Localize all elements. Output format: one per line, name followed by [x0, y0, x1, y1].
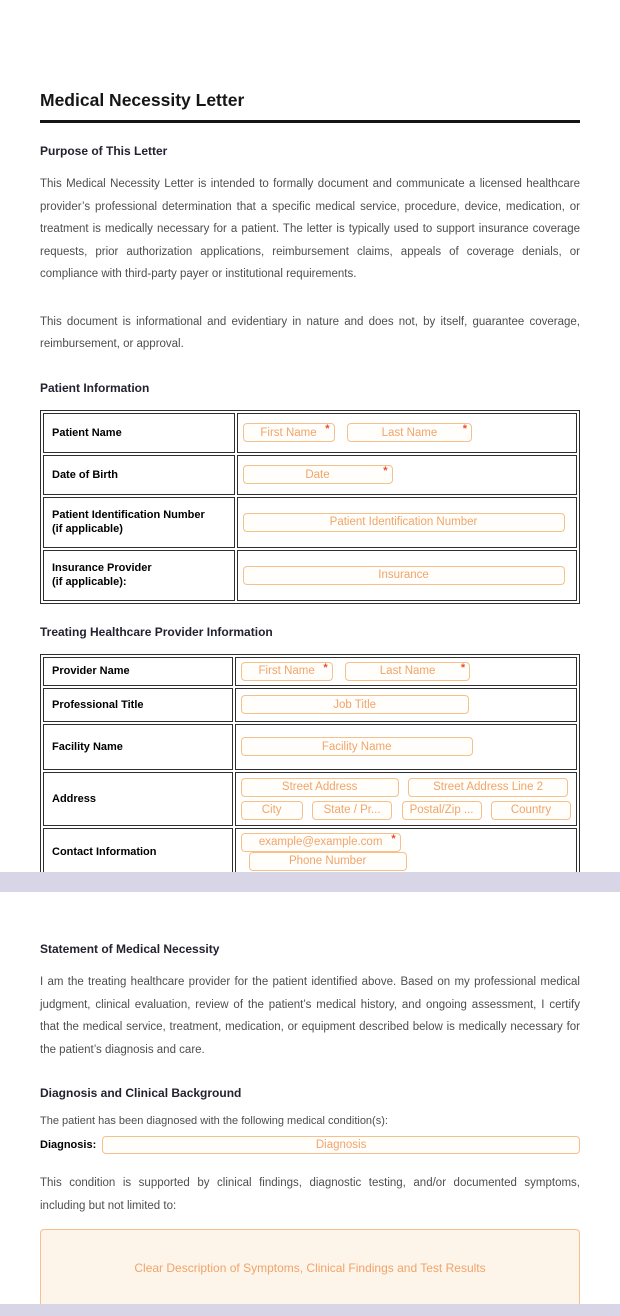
- field-input-cell: [237, 413, 577, 453]
- field-input-cell: [237, 455, 577, 495]
- document-page-2: [0, 892, 620, 1304]
- diagnosis-intro-text: The patient has been diagnosed with the following medical condition(s):: [40, 1115, 388, 1127]
- table-row: [43, 497, 577, 548]
- clinical-findings-paragraph: This condition is supported by clinical findings, diagnostic testing, and/or documented symptoms, including but not limited to:: [40, 1177, 580, 1212]
- patient-dob-input[interactable]: [243, 465, 393, 484]
- required-asterisk: *: [325, 423, 330, 435]
- field-input-cell: [237, 550, 577, 601]
- facility-name-input[interactable]: [241, 737, 473, 756]
- field-input-cell: [235, 724, 577, 770]
- statement-paragraph: I am the treating healthcare provider for the patient identified above. Based on my professional medical judgment, clinical evaluation, review of the patient’s medical history, and ongoing assessment, I certify that the medical service, treatment, medication, or equipment described below is medically necessary for the patient’s diagnosis and care.: [40, 976, 580, 1056]
- table-row: [43, 413, 577, 453]
- table-row: [43, 455, 577, 495]
- street-address-input[interactable]: [241, 778, 399, 797]
- field-input-cell: [235, 828, 577, 873]
- document-title: Medical Necessity Letter: [40, 90, 580, 123]
- field-label: Facility Name: [52, 740, 123, 753]
- field-label: Provider Name: [52, 665, 130, 677]
- provider-last-name-input[interactable]: [345, 662, 470, 681]
- field-sublabel: (if applicable): [52, 523, 123, 535]
- table-row: [43, 828, 577, 873]
- section-heading-purpose: Purpose of This Letter: [40, 144, 168, 158]
- page-separator: [0, 872, 620, 892]
- section-heading-provider-information: Treating Healthcare Provider Information: [40, 624, 273, 639]
- patient-dob-field: [243, 465, 393, 484]
- field-label-cell: [43, 497, 235, 548]
- table-row: [43, 688, 577, 722]
- phone-number-input[interactable]: [249, 852, 407, 871]
- field-label-cell: [43, 772, 233, 826]
- postal-zip-input[interactable]: [402, 801, 482, 820]
- symptoms-textarea[interactable]: [40, 1229, 580, 1304]
- table-row: [43, 772, 577, 826]
- country-input[interactable]: [491, 801, 571, 820]
- address-line-2: [241, 801, 571, 820]
- purpose-paragraph-2: This document is informational and evidentiary in nature and does not, by itself, guarantee coverage, reimbursement, or approval.: [40, 315, 580, 350]
- field-label: Contact Information: [52, 845, 157, 858]
- required-asterisk: *: [323, 661, 328, 674]
- field-label: Professional Title: [52, 698, 144, 711]
- provider-first-name-field: [241, 662, 333, 681]
- insurance-provider-input[interactable]: [243, 566, 565, 585]
- provider-first-name-input[interactable]: [241, 662, 333, 681]
- job-title-input[interactable]: [241, 695, 469, 714]
- diagnosis-field-row: [40, 1136, 580, 1154]
- field-label: Patient Name: [52, 426, 122, 439]
- symptoms-textarea-placeholder: Clear Description of Symptoms, Clinical Findings and Test Results: [134, 1261, 486, 1275]
- required-asterisk: *: [462, 423, 467, 435]
- email-input[interactable]: [241, 833, 401, 852]
- field-label-cell: [43, 828, 233, 873]
- field-label-cell: [43, 413, 235, 453]
- city-input[interactable]: [241, 801, 303, 820]
- section-heading-diagnosis: Diagnosis and Clinical Background: [40, 1086, 242, 1100]
- required-asterisk: *: [383, 465, 388, 477]
- field-label-cell: [43, 455, 235, 495]
- field-label: Date of Birth: [52, 468, 118, 481]
- diagnosis-input[interactable]: [102, 1136, 580, 1154]
- state-province-input[interactable]: [312, 801, 392, 820]
- field-label: Insurance Provider: [52, 562, 152, 574]
- patient-id-input[interactable]: [243, 513, 565, 532]
- provider-information-table: [40, 654, 580, 873]
- field-label-cell: [43, 688, 233, 722]
- diagnosis-label: Diagnosis:: [40, 1139, 97, 1151]
- field-label-cell: [43, 724, 233, 770]
- field-input-cell: [235, 772, 577, 826]
- provider-last-name-field: [345, 662, 470, 681]
- table-row: [43, 657, 577, 686]
- section-heading-statement: Statement of Medical Necessity: [40, 942, 220, 956]
- patient-last-name-field: [347, 423, 472, 442]
- purpose-paragraph-1: This Medical Necessity Letter is intended to formally document and communicate a licensed healthcare provider’s professional determination that a specific medical service, procedure, device, medication, or treatment is medically necessary for a patient. The letter is typically used to support insurance coverage requests, prior authorization applications, reimbursement claims, appeals of coverage denials, or compliance with third-party payer or institutional requirements.: [40, 178, 580, 280]
- patient-first-name-input[interactable]: [243, 423, 335, 442]
- field-label-cell: [43, 550, 235, 601]
- field-input-cell: [237, 497, 577, 548]
- field-sublabel: (if applicable):: [52, 576, 127, 588]
- field-label: Address: [52, 792, 97, 805]
- required-asterisk: *: [460, 661, 466, 674]
- field-label-cell: [43, 657, 233, 686]
- required-asterisk: *: [391, 832, 396, 845]
- table-row: [43, 550, 577, 601]
- field-input-cell: [235, 688, 577, 722]
- street-address-line2-input[interactable]: [408, 778, 568, 797]
- patient-first-name-field: [243, 423, 335, 442]
- address-line-1: [241, 778, 571, 797]
- patient-last-name-input[interactable]: [347, 423, 472, 442]
- section-heading-patient-information: Patient Information: [40, 380, 150, 395]
- table-row: [43, 724, 577, 770]
- email-field: [241, 833, 401, 852]
- field-input-cell: [235, 657, 577, 686]
- patient-information-table: [40, 410, 580, 604]
- field-label: Patient Identification Number: [52, 509, 205, 521]
